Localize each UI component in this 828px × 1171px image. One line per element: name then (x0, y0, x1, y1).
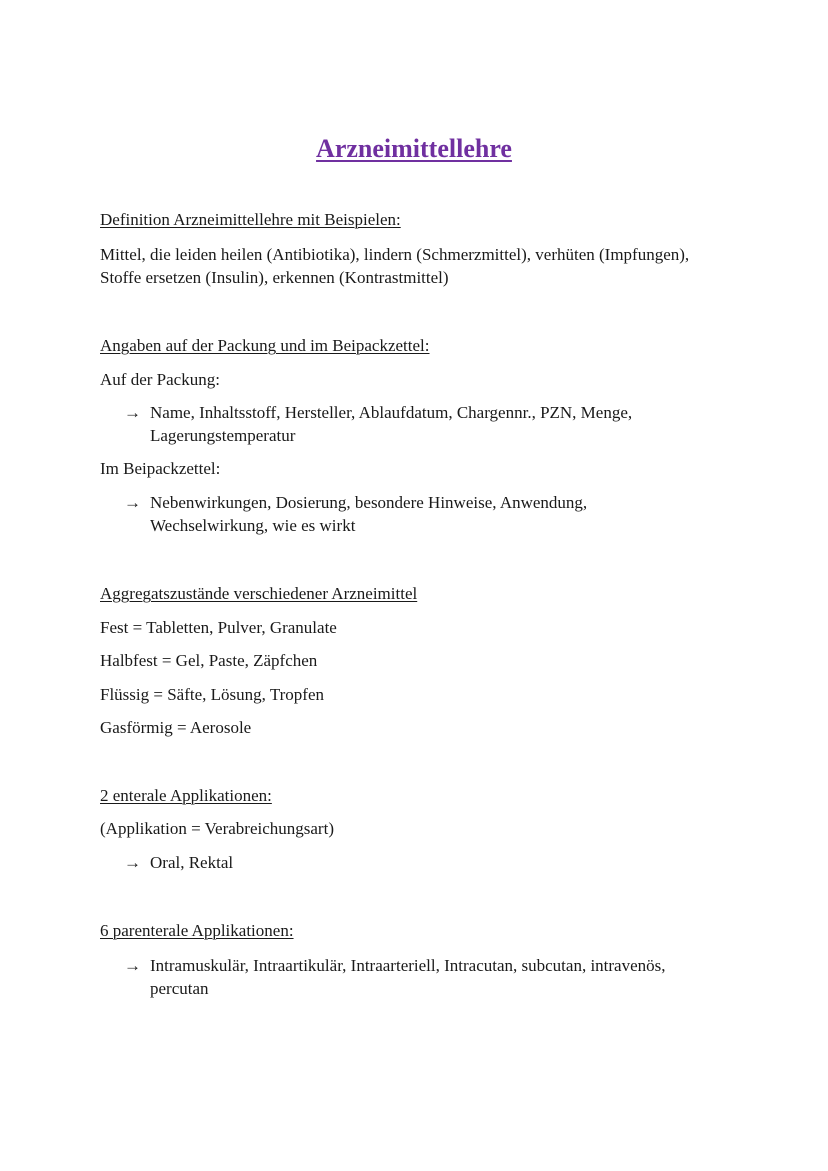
beipackzettel-items-text: Nebenwirkungen, Dosierung, besondere Hinweise, Anwendung, Wechselwirkung, wie es wirkt (150, 493, 588, 535)
label-beipackzettel: Im Beipackzettel: (100, 459, 221, 478)
section-heading-packaging: Angaben auf der Packung und im Beipackzettel: (100, 336, 430, 355)
list-item-packung (124, 401, 724, 447)
arrow-icon: → (124, 956, 141, 975)
section-heading-enteral: 2 enterale Applikationen: (100, 786, 272, 805)
arrow-icon: → (124, 493, 141, 512)
packung-items-text: Name, Inhaltsstoff, Hersteller, Ablaufdatum, Chargennr., PZN, Menge, Lagerungstemperatur (150, 403, 633, 445)
list-item-enteral (124, 851, 724, 874)
definition-text-line-1: Mittel, die leiden heilen (Antibiotika), lindern (Schmerzmittel), verhüten (Impfungen), (100, 245, 690, 264)
enteral-items-text: Oral, Rektal (150, 853, 234, 872)
list-item-beipackzettel (124, 491, 724, 537)
state-halbfest: Halbfest = Gel, Paste, Zäpfchen (100, 651, 318, 670)
section-heading-states: Aggregatszustände verschiedener Arzneimittel (100, 584, 418, 603)
definition-text-line-2: Stoffe ersetzen (Insulin), erkennen (Kontrastmittel) (100, 268, 449, 287)
parenteral-items-text: Intramuskulär, Intraartikulär, Intraarteriell, Intracutan, subcutan, intravenös, percutan (150, 956, 666, 998)
enteral-note: (Applikation = Verabreichungsart) (100, 819, 334, 838)
label-packung: Auf der Packung: (100, 370, 220, 389)
page-title: Arzneimittellehre (316, 134, 512, 163)
state-fluessig: Flüssig = Säfte, Lösung, Tropfen (100, 685, 324, 704)
state-gasfoermig: Gasförmig = Aerosole (100, 718, 252, 737)
arrow-icon: → (124, 853, 141, 872)
arrow-icon: → (124, 403, 141, 422)
state-fest: Fest = Tabletten, Pulver, Granulate (100, 618, 337, 637)
section-heading-parenteral: 6 parenterale Applikationen: (100, 921, 294, 940)
section-heading-definition: Definition Arzneimittellehre mit Beispielen: (100, 210, 401, 229)
list-item-parenteral (124, 954, 724, 1000)
